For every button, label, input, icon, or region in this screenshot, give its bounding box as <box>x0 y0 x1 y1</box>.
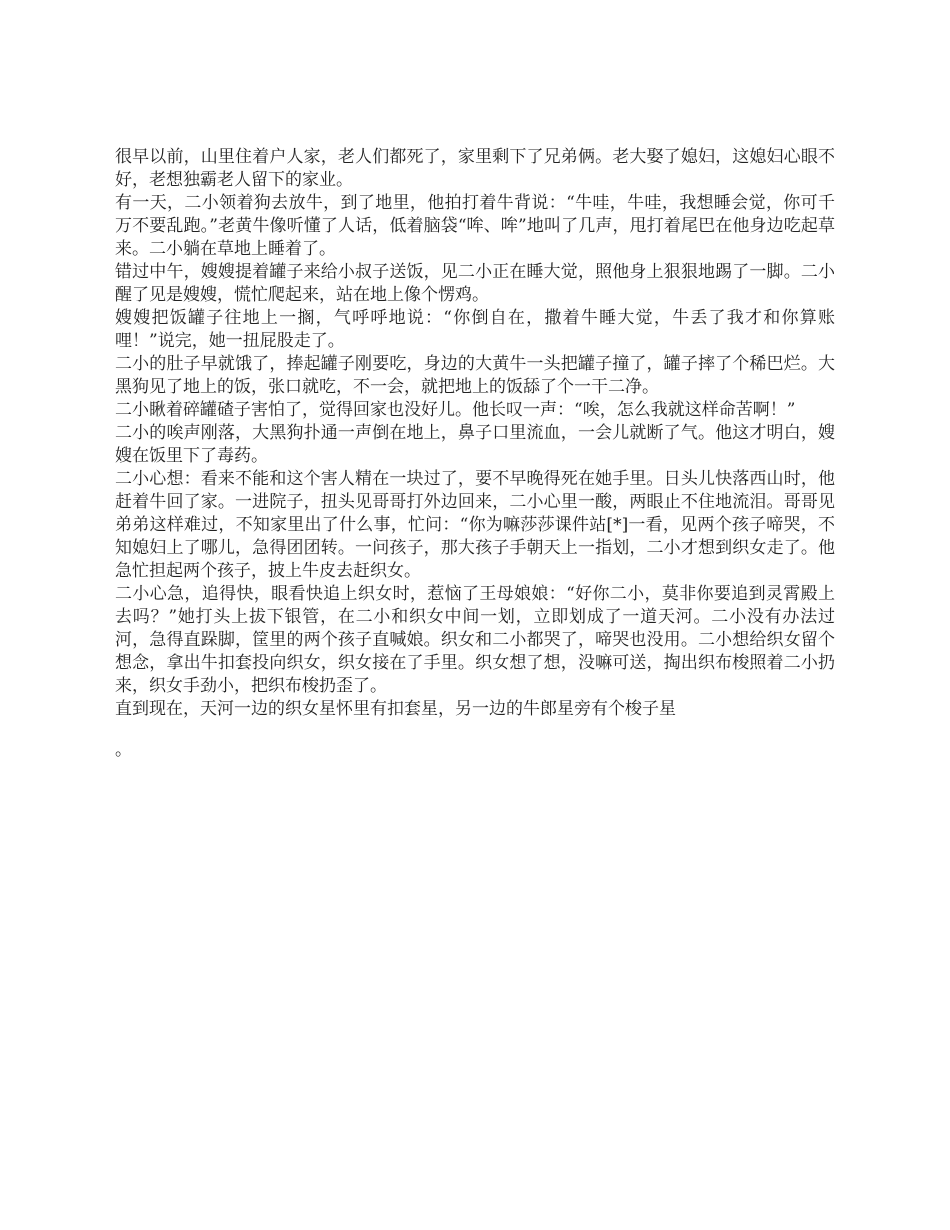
paragraph-5: 二小的肚子早就饿了，捧起罐子刚要吃，身边的大黄牛一头把罐子撞了，罐子摔了个稀巴烂。大黑狗见了地上的饭，张口就吃，不一会，就把地上的饭舔了个一干二净。 <box>115 354 835 397</box>
paragraph-6: 二小瞅着碎罐碴子害怕了，觉得回家也没好儿。他长叹一声：“唉，怎么我就这样命苦啊！” <box>115 400 796 420</box>
paragraph-3: 错过中午，嫂嫂提着罐子来给小叔子送饭，见二小正在睡大觉，照他身上狠狠地踢了一脚。二小醒了见是嫂嫂，慌忙爬起来，站在地上像个愣鸡。 <box>115 262 835 305</box>
paragraph-gap <box>115 721 835 739</box>
paragraph-9: 二小心急，追得快，眼看快追上织女时，惹恼了王母娘娘：“好你二小，莫非你要追到灵霄殿上去吗？”她打头上拔下银管，在二小和织女中间一划，立即划成了一道天河。二小没有办法过河，急得直跺脚，筐里的两个孩子直喊娘。织女和二小都哭了，啼哭也没用。二小想给织女留个想念，拿出牛扣套投向织女，织女接在了手里。织女想了想，没嘛可送，掏出织布梭照着二小扔来，织女手劲小，把织布梭扔歪了。 <box>115 584 835 696</box>
paragraph-4: 嫂嫂把饭罐子往地上一搁，气呼呼地说：“你倒自在，撒着牛睡大觉，牛丢了我才和你算账哩！”说完，她一扭屁股走了。 <box>115 308 835 351</box>
paragraph-8: 二小心想：看来不能和这个害人精在一块过了，要不早晚得死在她手里。日头儿快落西山时，他赶着牛回了家。一进院子，扭头见哥哥打外边回来，二小心里一酸，两眼止不住地流泪。哥哥见弟弟这样难过，不知家里出了什么事，忙问：“你为嘛莎莎课件站[*]一看，见两个孩子啼哭，不知媳妇上了哪儿，急得团团转。一问孩子，那大孩子手朝天上一指划，二小才想到织女走了。他急忙担起两个孩子，披上牛皮去赶织女。 <box>115 469 835 581</box>
paragraph-10: 直到现在，天河一边的织女星怀里有扣套星，另一边的牛郎星旁有个梭子星 <box>115 699 676 719</box>
paragraph-7: 二小的唉声刚落，大黑狗扑通一声倒在地上，鼻子口里流血，一会儿就断了气。他这才明白，嫂嫂在饭里下了毒药。 <box>115 423 835 466</box>
paragraph-1: 很早以前，山里住着户人家，老人们都死了，家里剩下了兄弟俩。老大娶了媳妇，这媳妇心眼不好，老想独霸老人留下的家业。 <box>115 147 835 190</box>
paragraph-2: 有一天，二小领着狗去放牛，到了地里，他拍打着牛背说：“牛哇，牛哇，我想睡会觉，你可千万不要乱跑。”老黄牛像听懂了人话，低着脑袋“哞、哞”地叫了几声，甩打着尾巴在他身边吃起草来。二小躺在草地上睡着了。 <box>115 193 835 259</box>
closing-punctuation: 。 <box>115 740 132 760</box>
document-page <box>115 146 835 762</box>
